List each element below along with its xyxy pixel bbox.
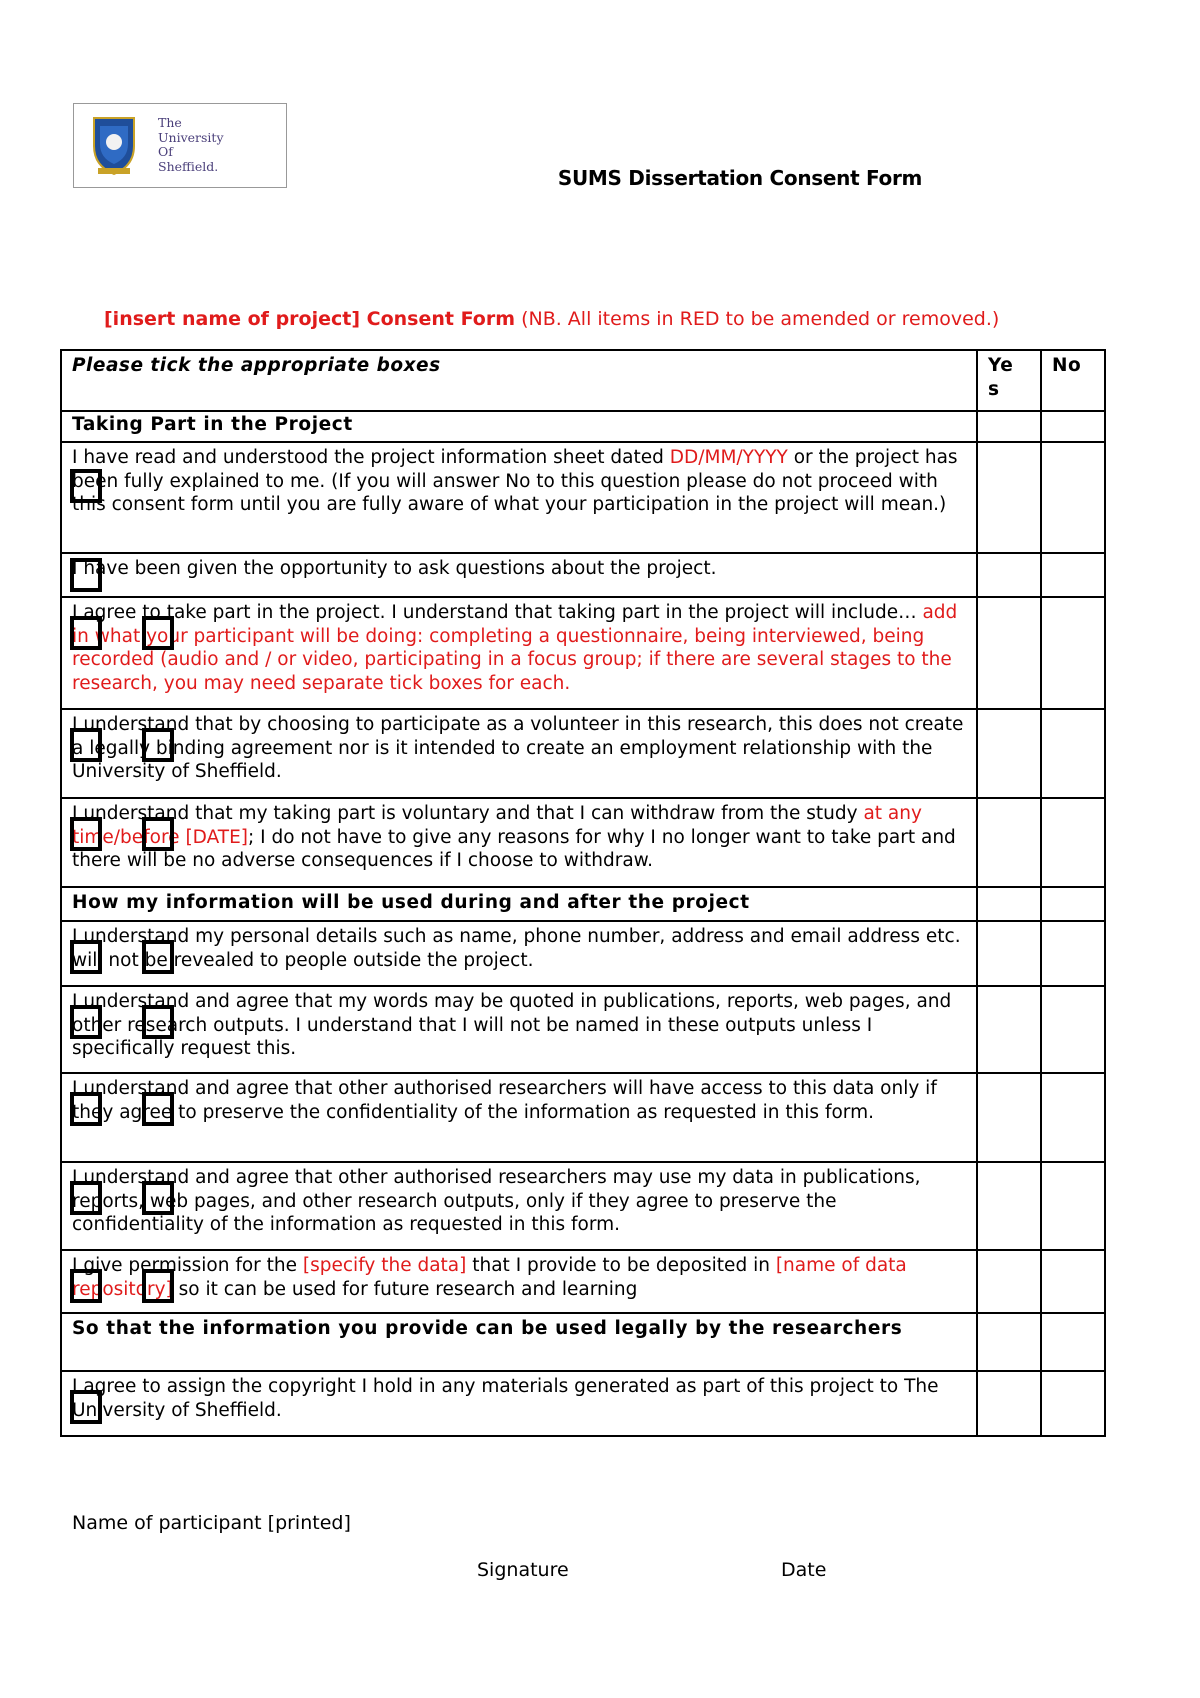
date-label: Date bbox=[781, 1559, 827, 1581]
yes-header: Ye s bbox=[977, 350, 1041, 411]
tick-box[interactable] bbox=[70, 940, 102, 974]
subtitle-note: (NB. All items in RED to be amended or removed.) bbox=[521, 308, 1000, 330]
yes-checkbox-cell[interactable] bbox=[977, 798, 1041, 887]
table-row bbox=[61, 921, 1105, 986]
consent-statement: I understand that my taking part is voluntary and that I can withdraw from the study at any time/before [DATE]; I do not have to give any reasons for why I no longer want to take part and there will be no adverse consequences if I choose to withdraw. bbox=[61, 798, 977, 887]
yes-checkbox-cell[interactable] bbox=[977, 921, 1041, 986]
tick-box[interactable] bbox=[70, 1390, 102, 1424]
consent-statement: I have been given the opportunity to ask questions about the project. bbox=[61, 553, 977, 597]
yes-checkbox-cell[interactable] bbox=[977, 709, 1041, 798]
page-title: SUMS Dissertation Consent Form bbox=[557, 166, 923, 190]
consent-statement: I agree to assign the copyright I hold in any materials generated as part of this project to The University of Sheffield. bbox=[61, 1371, 977, 1436]
no-checkbox-cell[interactable] bbox=[1041, 986, 1105, 1073]
section-heading: So that the information you provide can be used legally by the researchers bbox=[61, 1313, 977, 1371]
yes-checkbox-cell[interactable] bbox=[977, 1162, 1041, 1250]
no-cell bbox=[1041, 1313, 1105, 1371]
yes-checkbox-cell[interactable] bbox=[977, 1073, 1041, 1162]
table-row bbox=[61, 1162, 1105, 1250]
tick-box[interactable] bbox=[142, 1092, 174, 1126]
consent-statement: I have read and understood the project information sheet dated DD/MM/YYYY or the project has been fully explained to me. (If you will answer No to this question please do not proceed with this consent form until you are fully aware of what your participation in the project will mean.) bbox=[61, 442, 977, 553]
tick-box[interactable] bbox=[70, 1092, 102, 1126]
no-checkbox-cell[interactable] bbox=[1041, 921, 1105, 986]
table-row bbox=[61, 986, 1105, 1073]
section-row bbox=[61, 887, 1105, 921]
no-checkbox-cell[interactable] bbox=[1041, 1162, 1105, 1250]
tick-box[interactable] bbox=[70, 616, 102, 650]
tick-box[interactable] bbox=[70, 1181, 102, 1215]
tick-box[interactable] bbox=[142, 1005, 174, 1039]
signature-label: Signature bbox=[477, 1559, 569, 1581]
yes-cell bbox=[977, 1313, 1041, 1371]
project-name-placeholder: [insert name of project] Consent Form bbox=[104, 308, 516, 330]
section-row bbox=[61, 411, 1105, 442]
no-checkbox-cell[interactable] bbox=[1041, 597, 1105, 709]
instruction-header: Please tick the appropriate boxes bbox=[61, 350, 977, 411]
no-header: No bbox=[1041, 350, 1105, 411]
no-checkbox-cell[interactable] bbox=[1041, 798, 1105, 887]
consent-statement: I understand and agree that my words may be quoted in publications, reports, web pages, and other research outputs. I understand that I will not be named in these outputs unless I specifically request this. bbox=[61, 986, 977, 1073]
yes-checkbox-cell[interactable] bbox=[977, 597, 1041, 709]
table-row bbox=[61, 442, 1105, 553]
table-header-row bbox=[61, 350, 1105, 411]
tick-box[interactable] bbox=[142, 1181, 174, 1215]
no-cell bbox=[1041, 411, 1105, 442]
tick-box[interactable] bbox=[70, 817, 102, 851]
logo-wordmark: The University Of Sheffield. bbox=[158, 115, 224, 174]
tick-box[interactable] bbox=[142, 817, 174, 851]
no-checkbox-cell[interactable] bbox=[1041, 709, 1105, 798]
yes-cell bbox=[977, 887, 1041, 921]
table-row bbox=[61, 597, 1105, 709]
yes-cell bbox=[977, 411, 1041, 442]
table-row bbox=[61, 1250, 1105, 1313]
no-checkbox-cell[interactable] bbox=[1041, 1250, 1105, 1313]
consent-statement: I understand and agree that other authorised researchers may use my data in publications, reports, web pages, and other research outputs, only if they agree to preserve the confidentiality of the information as requested in this form. bbox=[61, 1162, 977, 1250]
participant-name-label: Name of participant [printed] bbox=[72, 1512, 351, 1534]
consent-statement: I understand and agree that other authorised researchers will have access to this data only if they agree to preserve the confidentiality of the information as requested in this form. bbox=[61, 1073, 977, 1162]
section-heading: Taking Part in the Project bbox=[61, 411, 977, 442]
no-checkbox-cell[interactable] bbox=[1041, 553, 1105, 597]
tick-box[interactable] bbox=[70, 1005, 102, 1039]
consent-statement: I understand my personal details such as name, phone number, address and email address etc. will not be revealed to people outside the project. bbox=[61, 921, 977, 986]
table-row bbox=[61, 553, 1105, 597]
tick-box[interactable] bbox=[70, 1269, 102, 1303]
form-subtitle bbox=[104, 308, 999, 330]
consent-statement: I understand that by choosing to participate as a volunteer in this research, this does not create a legally binding agreement nor is it intended to create an employment relationship with the University of Sheffield. bbox=[61, 709, 977, 798]
table-row bbox=[61, 1073, 1105, 1162]
section-row bbox=[61, 1313, 1105, 1371]
no-cell bbox=[1041, 887, 1105, 921]
tick-box[interactable] bbox=[70, 558, 102, 592]
yes-checkbox-cell[interactable] bbox=[977, 1371, 1041, 1436]
consent-statement: I agree to take part in the project. I understand that taking part in the project will include… add in what your participant will be doing: completing a questionnaire, being interviewed, being recorded (audio and / or video, participating in a focus group; if there are several stages to the research, you may need separate tick boxes for each. bbox=[61, 597, 977, 709]
tick-box[interactable] bbox=[142, 940, 174, 974]
no-checkbox-cell[interactable] bbox=[1041, 1371, 1105, 1436]
tick-box[interactable] bbox=[142, 728, 174, 762]
no-checkbox-cell[interactable] bbox=[1041, 442, 1105, 553]
yes-checkbox-cell[interactable] bbox=[977, 986, 1041, 1073]
tick-box[interactable] bbox=[142, 1269, 174, 1303]
table-row bbox=[61, 798, 1105, 887]
consent-statement: I give permission for the [specify the data] that I provide to be deposited in [name of data repository] so it can be used for future research and learning bbox=[61, 1250, 977, 1313]
yes-checkbox-cell[interactable] bbox=[977, 1250, 1041, 1313]
yes-checkbox-cell[interactable] bbox=[977, 553, 1041, 597]
yes-checkbox-cell[interactable] bbox=[977, 442, 1041, 553]
tick-box[interactable] bbox=[142, 616, 174, 650]
consent-table bbox=[60, 349, 1106, 1437]
no-checkbox-cell[interactable] bbox=[1041, 1073, 1105, 1162]
section-heading: How my information will be used during and after the project bbox=[61, 887, 977, 921]
table-row bbox=[61, 1371, 1105, 1436]
tick-box[interactable] bbox=[70, 469, 102, 503]
tick-box[interactable] bbox=[70, 728, 102, 762]
table-row bbox=[61, 709, 1105, 798]
